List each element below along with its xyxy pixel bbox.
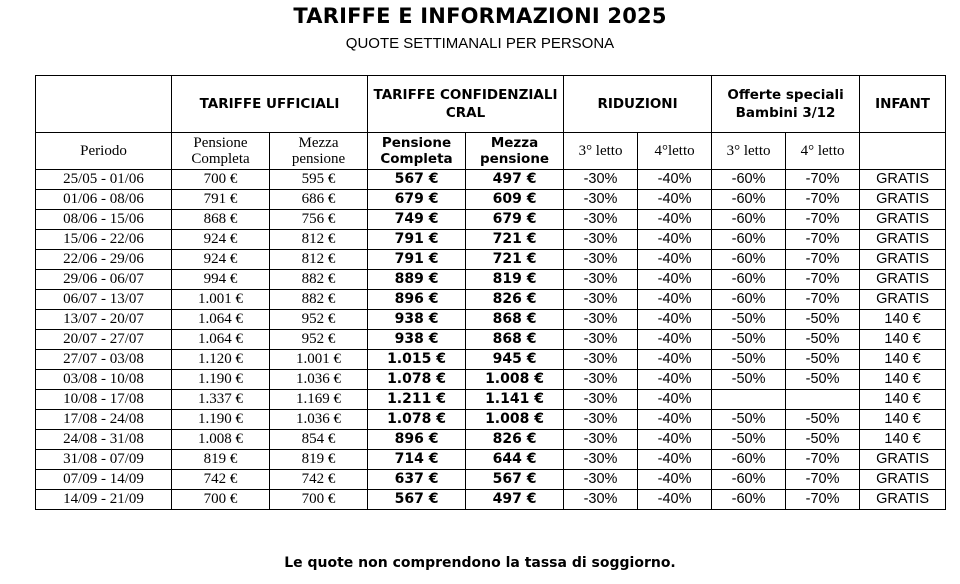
uff-pensione-completa-cell: 1.120 €: [172, 350, 270, 370]
conf-mezza-pensione-cell: 1.008 €: [466, 370, 564, 390]
off-4-letto-cell: -50%: [786, 370, 860, 390]
periodo-cell: 03/08 - 10/08: [36, 370, 172, 390]
conf-mezza-pensione-cell: 644 €: [466, 450, 564, 470]
rid-4-letto-cell: -40%: [638, 390, 712, 410]
uff-mezza-pensione-cell: 686 €: [270, 190, 368, 210]
off-3-letto-cell: -50%: [712, 310, 786, 330]
uff-pensione-completa-cell: 994 €: [172, 270, 270, 290]
col-header-rid-3-letto: 3° letto: [564, 133, 638, 170]
off-4-letto-cell: -50%: [786, 350, 860, 370]
infant-cell: 140 €: [860, 330, 946, 350]
rid-3-letto-cell: -30%: [564, 390, 638, 410]
off-3-letto-cell: -60%: [712, 470, 786, 490]
rid-4-letto-cell: -40%: [638, 410, 712, 430]
off-4-letto-cell: [786, 390, 860, 410]
off-4-letto-cell: -70%: [786, 170, 860, 190]
col-header-uff-mezza-pensione: Mezza pensione: [270, 133, 368, 170]
conf-pensione-completa-cell: 1.211 €: [368, 390, 466, 410]
table-row: [36, 210, 946, 230]
periodo-cell: 27/07 - 03/08: [36, 350, 172, 370]
rid-3-letto-cell: -30%: [564, 430, 638, 450]
rid-3-letto-cell: -30%: [564, 310, 638, 330]
conf-pensione-completa-cell: 896 €: [368, 290, 466, 310]
infant-cell: GRATIS: [860, 470, 946, 490]
conf-pensione-completa-cell: 1.015 €: [368, 350, 466, 370]
off-4-letto-cell: -70%: [786, 490, 860, 510]
rid-3-letto-cell: -30%: [564, 450, 638, 470]
rid-4-letto-cell: -40%: [638, 350, 712, 370]
uff-mezza-pensione-cell: 854 €: [270, 430, 368, 450]
off-3-letto-cell: [712, 390, 786, 410]
periodo-cell: 25/05 - 01/06: [36, 170, 172, 190]
rid-3-letto-cell: -30%: [564, 250, 638, 270]
off-3-letto-cell: -60%: [712, 490, 786, 510]
periodo-cell: 07/09 - 14/09: [36, 470, 172, 490]
infant-cell: GRATIS: [860, 490, 946, 510]
conf-pensione-completa-cell: 749 €: [368, 210, 466, 230]
table-row: [36, 450, 946, 470]
off-4-letto-cell: -50%: [786, 310, 860, 330]
uff-pensione-completa-cell: 1.001 €: [172, 290, 270, 310]
uff-mezza-pensione-cell: 882 €: [270, 270, 368, 290]
table-row: [36, 270, 946, 290]
table-row: [36, 390, 946, 410]
periodo-cell: 24/08 - 31/08: [36, 430, 172, 450]
uff-pensione-completa-cell: 700 €: [172, 170, 270, 190]
off-3-letto-cell: -60%: [712, 450, 786, 470]
uff-mezza-pensione-cell: 819 €: [270, 450, 368, 470]
off-3-letto-cell: -50%: [712, 430, 786, 450]
uff-pensione-completa-cell: 819 €: [172, 450, 270, 470]
conf-mezza-pensione-cell: 868 €: [466, 310, 564, 330]
rid-4-letto-cell: -40%: [638, 210, 712, 230]
col-header-infant-blank: [860, 133, 946, 170]
conf-mezza-pensione-cell: 1.141 €: [466, 390, 564, 410]
rid-3-letto-cell: -30%: [564, 230, 638, 250]
rid-4-letto-cell: -40%: [638, 230, 712, 250]
group-header-offerte: Offerte speciali Bambini 3/12: [712, 76, 860, 133]
col-header-off-4-letto: 4° letto: [786, 133, 860, 170]
rid-3-letto-cell: -30%: [564, 370, 638, 390]
infant-cell: GRATIS: [860, 190, 946, 210]
table-row: [36, 250, 946, 270]
uff-mezza-pensione-cell: 952 €: [270, 310, 368, 330]
rid-3-letto-cell: -30%: [564, 170, 638, 190]
group-header-infant: INFANT: [860, 76, 946, 133]
conf-mezza-pensione-cell: 679 €: [466, 210, 564, 230]
periodo-cell: 29/06 - 06/07: [36, 270, 172, 290]
page-subtitle: QUOTE SETTIMANALI PER PERSONA: [345, 35, 615, 52]
off-4-letto-cell: -70%: [786, 270, 860, 290]
off-4-letto-cell: -70%: [786, 190, 860, 210]
conf-pensione-completa-cell: 637 €: [368, 470, 466, 490]
periodo-cell: 15/06 - 22/06: [36, 230, 172, 250]
periodo-cell: 22/06 - 29/06: [36, 250, 172, 270]
off-3-letto-cell: -50%: [712, 350, 786, 370]
table-row: [36, 290, 946, 310]
off-4-letto-cell: -70%: [786, 470, 860, 490]
conf-pensione-completa-cell: 1.078 €: [368, 370, 466, 390]
uff-mezza-pensione-cell: 700 €: [270, 490, 368, 510]
infant-cell: GRATIS: [860, 290, 946, 310]
rid-4-letto-cell: -40%: [638, 430, 712, 450]
uff-mezza-pensione-cell: 1.036 €: [270, 410, 368, 430]
rid-3-letto-cell: -30%: [564, 270, 638, 290]
col-header-conf-mezza-pensione: Mezza pensione: [466, 133, 564, 170]
conf-pensione-completa-cell: 938 €: [368, 330, 466, 350]
uff-pensione-completa-cell: 924 €: [172, 250, 270, 270]
table-row: [36, 430, 946, 450]
conf-mezza-pensione-cell: 826 €: [466, 290, 564, 310]
rid-4-letto-cell: -40%: [638, 370, 712, 390]
conf-pensione-completa-cell: 679 €: [368, 190, 466, 210]
conf-pensione-completa-cell: 791 €: [368, 250, 466, 270]
conf-pensione-completa-cell: 567 €: [368, 170, 466, 190]
rid-3-letto-cell: -30%: [564, 470, 638, 490]
periodo-cell: 13/07 - 20/07: [36, 310, 172, 330]
rid-4-letto-cell: -40%: [638, 310, 712, 330]
conf-mezza-pensione-cell: 609 €: [466, 190, 564, 210]
off-4-letto-cell: -70%: [786, 290, 860, 310]
table-row: [36, 350, 946, 370]
col-header-uff-pensione-completa: Pensione Completa: [172, 133, 270, 170]
infant-cell: GRATIS: [860, 250, 946, 270]
rid-3-letto-cell: -30%: [564, 330, 638, 350]
group-header-riduzioni: RIDUZIONI: [564, 76, 712, 133]
conf-mezza-pensione-cell: 497 €: [466, 170, 564, 190]
conf-mezza-pensione-cell: 497 €: [466, 490, 564, 510]
conf-mezza-pensione-cell: 819 €: [466, 270, 564, 290]
uff-mezza-pensione-cell: 756 €: [270, 210, 368, 230]
rid-4-letto-cell: -40%: [638, 470, 712, 490]
rid-4-letto-cell: -40%: [638, 450, 712, 470]
uff-mezza-pensione-cell: 952 €: [270, 330, 368, 350]
page-title: TARIFFE E INFORMAZIONI 2025: [293, 4, 667, 28]
off-3-letto-cell: -60%: [712, 270, 786, 290]
table-row: [36, 230, 946, 250]
infant-cell: GRATIS: [860, 450, 946, 470]
conf-pensione-completa-cell: 714 €: [368, 450, 466, 470]
rid-3-letto-cell: -30%: [564, 290, 638, 310]
conf-mezza-pensione-cell: 826 €: [466, 430, 564, 450]
uff-pensione-completa-cell: 1.064 €: [172, 310, 270, 330]
periodo-cell: 20/07 - 27/07: [36, 330, 172, 350]
uff-mezza-pensione-cell: 1.169 €: [270, 390, 368, 410]
rid-4-letto-cell: -40%: [638, 490, 712, 510]
conf-mezza-pensione-cell: 721 €: [466, 230, 564, 250]
off-4-letto-cell: -70%: [786, 210, 860, 230]
rid-3-letto-cell: -30%: [564, 350, 638, 370]
table-row: [36, 170, 946, 190]
group-header-ufficiali: TARIFFE UFFICIALI: [172, 76, 368, 133]
rid-4-letto-cell: -40%: [638, 250, 712, 270]
footer-note: Le quote non comprendono la tassa di soggiorno.: [284, 555, 676, 571]
infant-cell: GRATIS: [860, 230, 946, 250]
uff-pensione-completa-cell: 1.008 €: [172, 430, 270, 450]
infant-cell: 140 €: [860, 350, 946, 370]
rid-3-letto-cell: -30%: [564, 210, 638, 230]
uff-mezza-pensione-cell: 1.036 €: [270, 370, 368, 390]
uff-mezza-pensione-cell: 812 €: [270, 250, 368, 270]
group-header-confidenziali: TARIFFE CONFIDENZIALI CRAL: [368, 76, 564, 133]
uff-pensione-completa-cell: 1.190 €: [172, 370, 270, 390]
rid-4-letto-cell: -40%: [638, 330, 712, 350]
rid-4-letto-cell: -40%: [638, 290, 712, 310]
empty-header-cell: [36, 76, 172, 133]
periodo-cell: 06/07 - 13/07: [36, 290, 172, 310]
uff-pensione-completa-cell: 924 €: [172, 230, 270, 250]
conf-pensione-completa-cell: 791 €: [368, 230, 466, 250]
off-4-letto-cell: -50%: [786, 410, 860, 430]
conf-pensione-completa-cell: 1.078 €: [368, 410, 466, 430]
conf-mezza-pensione-cell: 567 €: [466, 470, 564, 490]
periodo-cell: 14/09 - 21/09: [36, 490, 172, 510]
table-row: [36, 470, 946, 490]
uff-pensione-completa-cell: 791 €: [172, 190, 270, 210]
off-3-letto-cell: -60%: [712, 230, 786, 250]
uff-mezza-pensione-cell: 1.001 €: [270, 350, 368, 370]
periodo-cell: 10/08 - 17/08: [36, 390, 172, 410]
rid-3-letto-cell: -30%: [564, 410, 638, 430]
periodo-cell: 31/08 - 07/09: [36, 450, 172, 470]
conf-mezza-pensione-cell: 1.008 €: [466, 410, 564, 430]
uff-pensione-completa-cell: 700 €: [172, 490, 270, 510]
conf-pensione-completa-cell: 889 €: [368, 270, 466, 290]
infant-cell: GRATIS: [860, 270, 946, 290]
rid-4-letto-cell: -40%: [638, 270, 712, 290]
infant-cell: 140 €: [860, 390, 946, 410]
conf-mezza-pensione-cell: 945 €: [466, 350, 564, 370]
off-3-letto-cell: -60%: [712, 190, 786, 210]
off-3-letto-cell: -60%: [712, 250, 786, 270]
off-4-letto-cell: -70%: [786, 450, 860, 470]
conf-mezza-pensione-cell: 868 €: [466, 330, 564, 350]
conf-mezza-pensione-cell: 721 €: [466, 250, 564, 270]
uff-pensione-completa-cell: 742 €: [172, 470, 270, 490]
rid-3-letto-cell: -30%: [564, 190, 638, 210]
uff-pensione-completa-cell: 1.337 €: [172, 390, 270, 410]
infant-cell: 140 €: [860, 310, 946, 330]
infant-cell: GRATIS: [860, 170, 946, 190]
conf-pensione-completa-cell: 567 €: [368, 490, 466, 510]
table-row: [36, 370, 946, 390]
uff-mezza-pensione-cell: 812 €: [270, 230, 368, 250]
col-header-conf-pensione-completa: Pensione Completa: [368, 133, 466, 170]
off-3-letto-cell: -50%: [712, 410, 786, 430]
uff-pensione-completa-cell: 1.064 €: [172, 330, 270, 350]
col-header-rid-4-letto: 4°letto: [638, 133, 712, 170]
periodo-cell: 01/06 - 08/06: [36, 190, 172, 210]
rid-3-letto-cell: -30%: [564, 490, 638, 510]
off-3-letto-cell: -60%: [712, 210, 786, 230]
uff-mezza-pensione-cell: 595 €: [270, 170, 368, 190]
off-3-letto-cell: -50%: [712, 370, 786, 390]
table-row: [36, 410, 946, 430]
tariff-table: [35, 75, 946, 510]
infant-cell: 140 €: [860, 410, 946, 430]
table-row: [36, 490, 946, 510]
infant-cell: 140 €: [860, 430, 946, 450]
uff-mezza-pensione-cell: 882 €: [270, 290, 368, 310]
conf-pensione-completa-cell: 896 €: [368, 430, 466, 450]
rid-4-letto-cell: -40%: [638, 170, 712, 190]
conf-pensione-completa-cell: 938 €: [368, 310, 466, 330]
periodo-cell: 08/06 - 15/06: [36, 210, 172, 230]
periodo-cell: 17/08 - 24/08: [36, 410, 172, 430]
uff-pensione-completa-cell: 1.190 €: [172, 410, 270, 430]
rid-4-letto-cell: -40%: [638, 190, 712, 210]
uff-mezza-pensione-cell: 742 €: [270, 470, 368, 490]
table-row: [36, 330, 946, 350]
table-row: [36, 190, 946, 210]
col-header-off-3-letto: 3° letto: [712, 133, 786, 170]
infant-cell: 140 €: [860, 370, 946, 390]
table-row: [36, 310, 946, 330]
off-3-letto-cell: -60%: [712, 290, 786, 310]
off-4-letto-cell: -70%: [786, 230, 860, 250]
uff-pensione-completa-cell: 868 €: [172, 210, 270, 230]
off-4-letto-cell: -50%: [786, 330, 860, 350]
off-4-letto-cell: -50%: [786, 430, 860, 450]
col-header-periodo: Periodo: [36, 133, 172, 170]
off-4-letto-cell: -70%: [786, 250, 860, 270]
off-3-letto-cell: -60%: [712, 170, 786, 190]
off-3-letto-cell: -50%: [712, 330, 786, 350]
infant-cell: GRATIS: [860, 210, 946, 230]
